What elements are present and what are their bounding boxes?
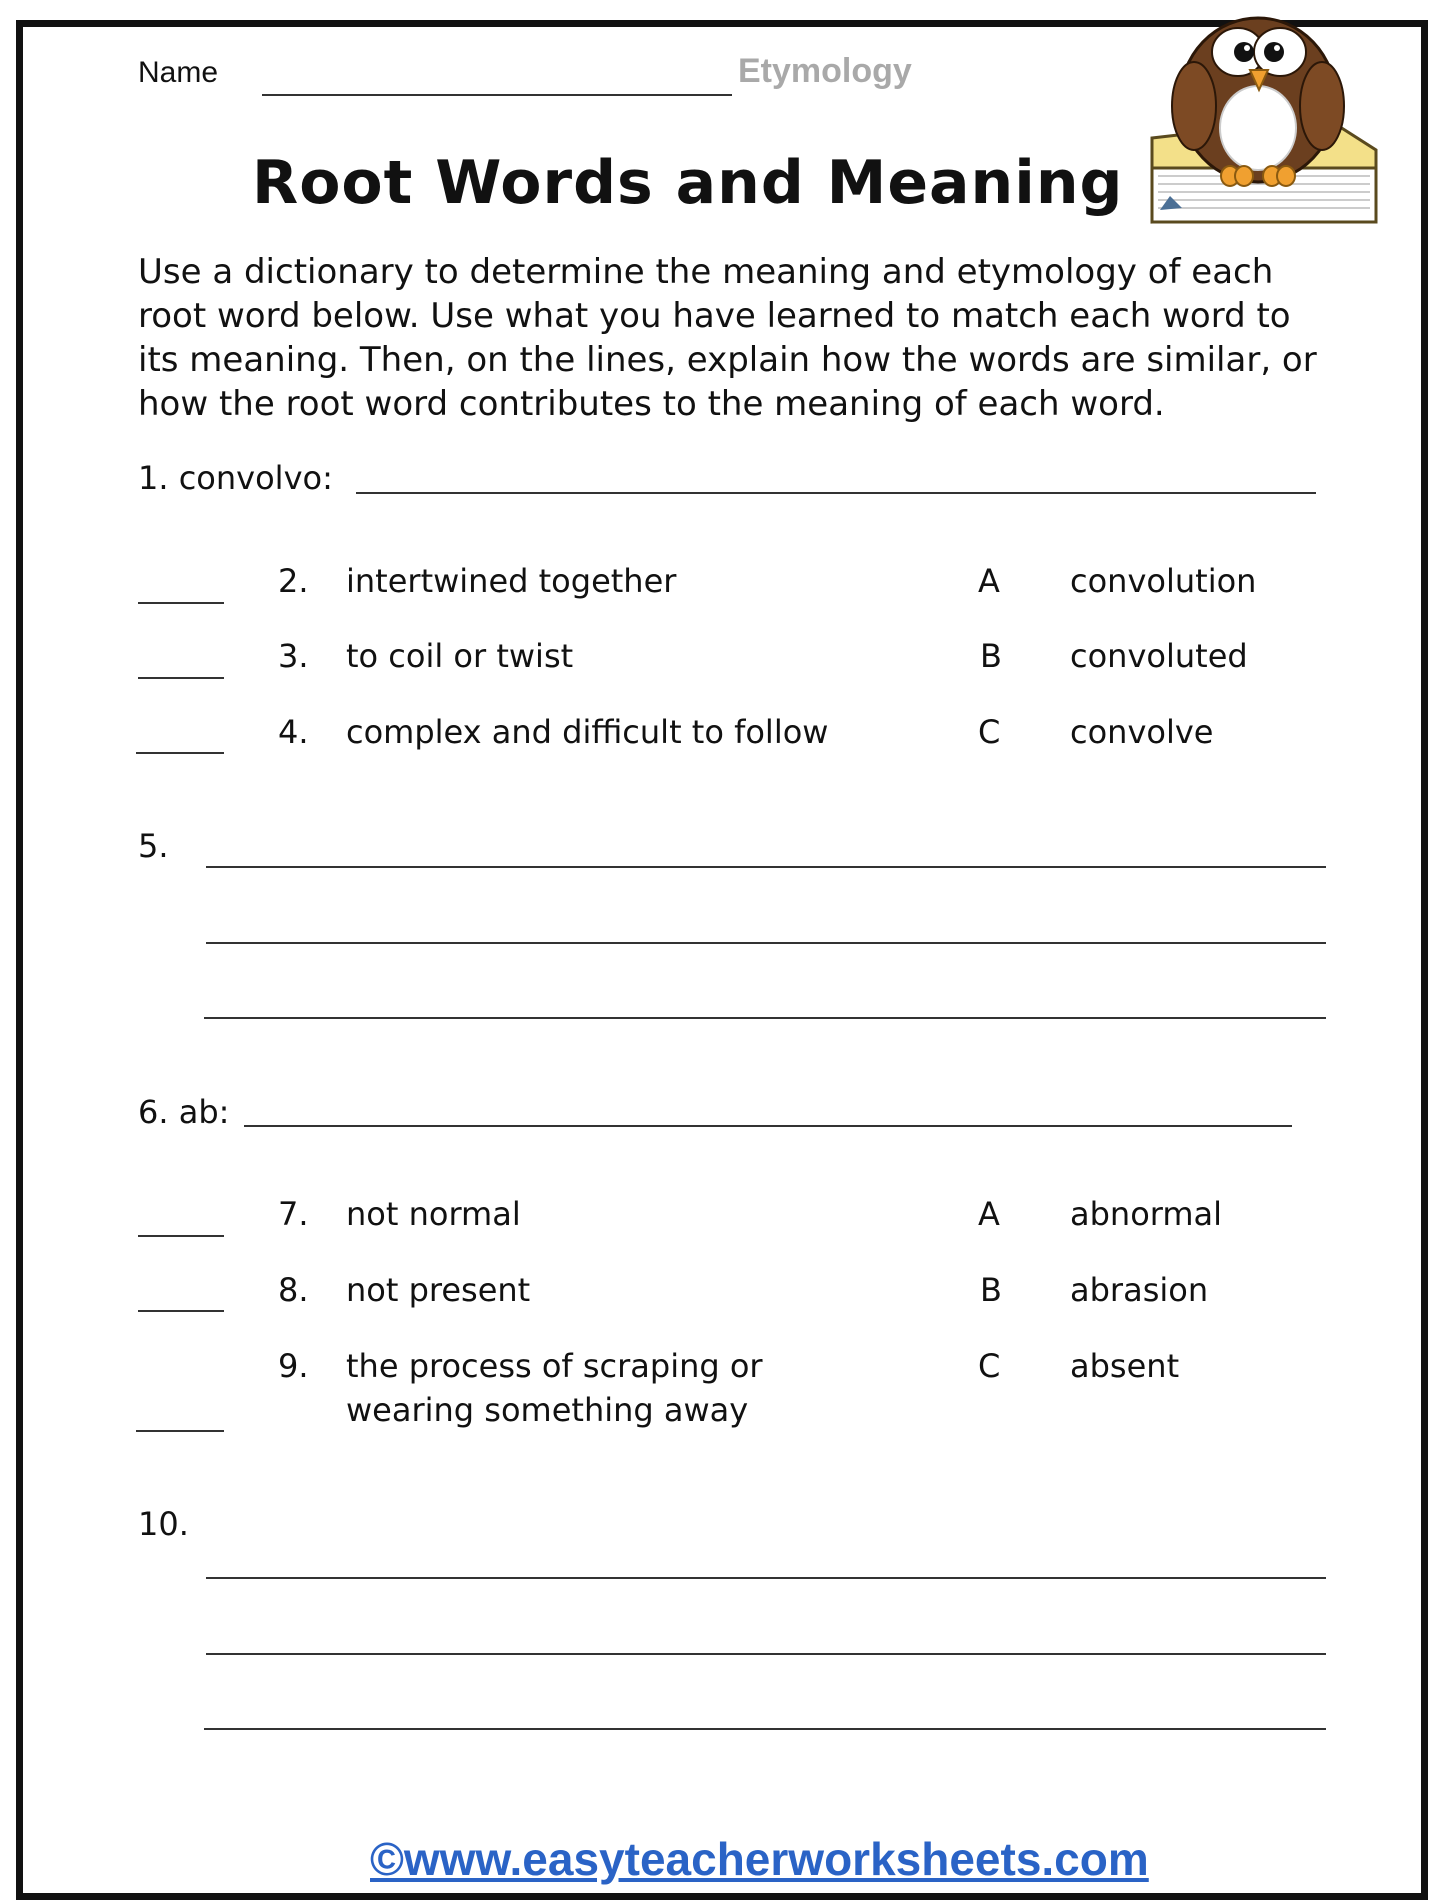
item-number-2: 2. [278, 562, 309, 600]
item-meaning-8: not present [346, 1271, 531, 1309]
item-meaning-2: intertwined together [346, 562, 677, 600]
answer-blank-4[interactable] [136, 752, 224, 754]
explain-line-5a[interactable] [206, 866, 1326, 868]
item-meaning-3: to coil or twist [346, 637, 574, 675]
footer-website: ©www.easyteacherworksheets.com [370, 1833, 1149, 1885]
explain-number-5: 5. [138, 827, 169, 865]
option-word-a: convolution [1070, 562, 1257, 600]
root-answer-line-1[interactable] [356, 492, 1316, 494]
item-meaning-9-line2: wearing something away [346, 1391, 749, 1429]
item-number-8: 8. [278, 1271, 309, 1309]
answer-blank-3[interactable] [138, 677, 224, 679]
option-word-b2: abrasion [1070, 1271, 1209, 1309]
option-letter-a2: A [978, 1195, 1000, 1233]
item-meaning-7: not normal [346, 1195, 521, 1233]
explain-line-10c[interactable] [204, 1728, 1326, 1730]
item-meaning-9-line1: the process of scraping or [346, 1347, 763, 1385]
instructions: Use a dictionary to determine the meaning and etymology of each root word below. Use what you have learned to match each word to its meaning. Then, on the lines, explain how the words are similar, or how the root word contributes to the meaning of each word. [138, 252, 1317, 424]
option-word-c2: absent [1070, 1347, 1180, 1385]
subject-label: Etymology [738, 52, 912, 90]
explain-line-10a[interactable] [206, 1577, 1326, 1579]
item-number-4: 4. [278, 713, 309, 751]
item-number-7: 7. [278, 1195, 309, 1233]
explain-number-10: 10. [138, 1505, 189, 1543]
answer-blank-2[interactable] [138, 602, 224, 604]
option-letter-a: A [978, 562, 1000, 600]
answer-blank-8[interactable] [138, 1310, 224, 1312]
option-word-c: convolve [1070, 713, 1214, 751]
explain-line-5c[interactable] [204, 1017, 1326, 1019]
item-number-3: 3. [278, 637, 309, 675]
root-prompt-1: 1. convolvo: [138, 459, 333, 497]
owl-on-book-icon [1130, 0, 1392, 232]
page-title: Root Words and Meaning [252, 148, 1124, 218]
option-letter-b2: B [980, 1271, 1002, 1309]
option-word-b: convoluted [1070, 637, 1248, 675]
option-letter-c2: C [978, 1347, 1001, 1385]
item-meaning-4: complex and difficult to follow [346, 713, 829, 751]
option-letter-c: C [978, 713, 1001, 751]
name-line[interactable] [262, 94, 732, 96]
answer-blank-7[interactable] [138, 1235, 224, 1237]
item-number-9: 9. [278, 1347, 309, 1385]
answer-blank-9[interactable] [136, 1430, 224, 1432]
root-answer-line-6[interactable] [244, 1125, 1292, 1127]
option-word-a2: abnormal [1070, 1195, 1223, 1233]
option-letter-b: B [980, 637, 1002, 675]
explain-line-10b[interactable] [206, 1653, 1326, 1655]
explain-line-5b[interactable] [206, 942, 1326, 944]
root-prompt-6: 6. ab: [138, 1093, 230, 1131]
name-label: Name [138, 56, 219, 89]
